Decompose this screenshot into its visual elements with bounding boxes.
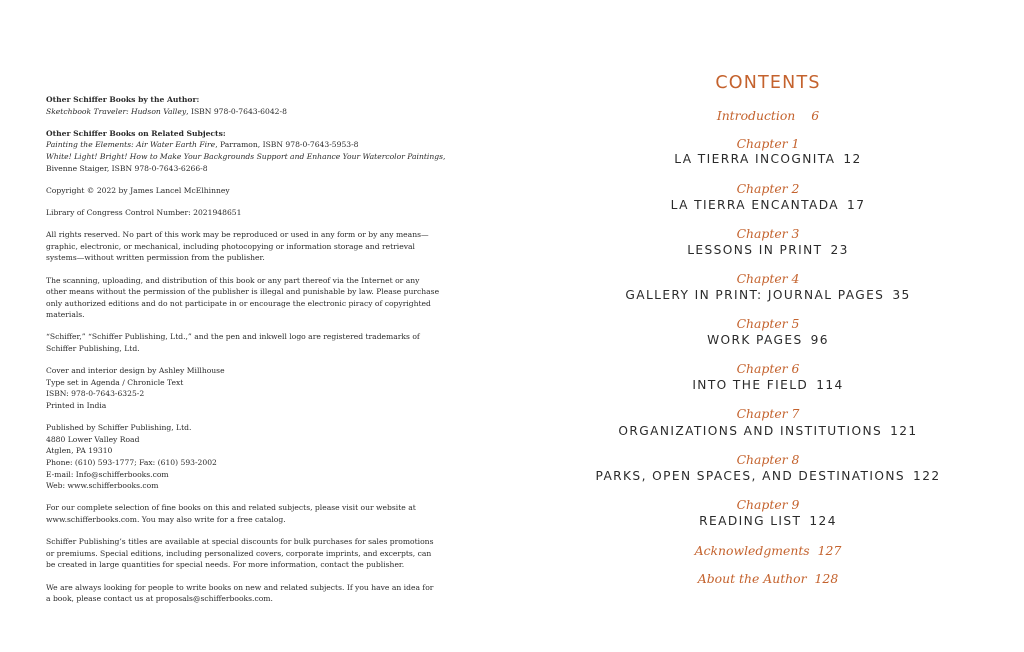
related-book-item: White! Light! Bright! How to Make Your Backgrounds Support and Enhance Your Watercolor Paintings, [46,151,446,161]
contents-heading: CONTENTS [715,73,821,93]
other-books-heading: Other Schiffer Books by the Author: [46,95,200,104]
toc-chapter-title: PARKS, OPEN SPACES, AND DESTINATIONS 122 [595,469,941,483]
toc-chapter-title: INTO THE FIELD 114 [692,378,844,392]
related-book-item: Painting the Elements: Air Water Earth Fire, Parramon, ISBN 978-0-7643-5953-8 [46,140,359,150]
toc-chapter-label: Chapter 2 [736,181,800,196]
toc-chapter-label: Chapter 4 [736,271,800,286]
loc-number: Library of Congress Control Number: 2021948651 [46,207,242,217]
toc-entry-introduction: Introduction 6 [716,108,820,123]
catalog-paragraph: For our complete selection of fine books on this and related subjects, please visit our website at www.schifferbooks.com. You may also write for a free catalog. [46,503,416,524]
toc-entry-acknowledgments: Acknowledgments 127 [694,543,842,558]
publisher-info: Published by Schiffer Publishing, Ltd. 4880 Lower Valley Road Atglen, PA 19310 Phone: (610) 593-1777; Fax: (610) 593-2002 E-mail: Info@schifferbooks.com Web: www.schifferbooks.com [46,423,217,491]
related-books-section [46,128,470,174]
toc-entry-about-author: About the Author 128 [697,571,839,586]
toc-chapter-label: Chapter 3 [736,226,800,241]
design-credits: Cover and interior design by Ashley Millhouse Type set in Agenda / Chronicle Text ISBN: 978-0-7643-6325-2 Printed in India [46,366,225,411]
toc-chapter-label: Chapter 1 [736,136,800,151]
other-books-section [46,94,470,117]
toc-chapter-title: READING LIST 124 [699,514,837,528]
proposal-paragraph: We are always looking for people to write books on new and related subjects. If you have an idea for a book, please contact us at proposals@schifferbooks.com. [46,582,434,604]
rights-paragraph: All rights reserved. No part of this work may be reproduced or used in any form or by any means— graphic, electronic, or mechanical, including photocopying or information storage and retrieval systems—without written permission from the publisher. [46,230,429,263]
related-book-item-cont: Bivenne Staiger, ISBN 978-0-7643-6266-8 [46,163,208,173]
toc-chapter-label: Chapter 7 [736,406,800,421]
discount-paragraph: Schiffer Publishing’s titles are available at special discounts for bulk purchases for sales promotions or premiums. Special editions, including personalized covers, corporate imprints, and excerpts, can be created in large quantities for special needs. For more information, contact the publisher. [46,537,434,570]
copyright-page [46,94,470,615]
related-books-heading: Other Schiffer Books on Related Subjects: [46,128,226,138]
copyright-line: Copyright © 2022 by James Lancel McElhinney [46,185,230,195]
toc-chapter-label: Chapter 9 [736,497,800,512]
toc-chapter-title: ORGANIZATIONS AND INSTITUTIONS 121 [618,424,918,438]
contents-page [512,0,1024,652]
other-book-item: Sketchbook Traveler: Hudson Valley, ISBN 978-0-7643-6042-8 [46,106,287,116]
toc-chapter-title: LA TIERRA ENCANTADA 17 [670,198,866,212]
toc-chapter-label: Chapter 8 [736,452,800,467]
toc-chapter-title: LESSONS IN PRINT 23 [687,243,849,257]
toc-chapter-label: Chapter 5 [736,316,800,331]
toc-chapter-title: GALLERY IN PRINT: JOURNAL PAGES 35 [625,288,911,302]
trademark-paragraph: “Schiffer,” “Schiffer Publishing, Ltd.,” and the pen and inkwell logo are registered trademarks of Schiffer Publishing, Ltd. [46,332,420,354]
toc-chapter-title: WORK PAGES 96 [707,333,829,347]
scanning-paragraph: The scanning, uploading, and distribution of this book or any part thereof via the Internet or any other means without the permission of the publisher is illegal and punishable by law. Please purchase only authorized editions and do not participate in or encourage the electronic piracy of copyrighted materials. [46,275,440,320]
toc-chapter-title: LA TIERRA INCOGNITA 12 [674,152,862,166]
toc-chapter-label: Chapter 6 [736,361,800,376]
